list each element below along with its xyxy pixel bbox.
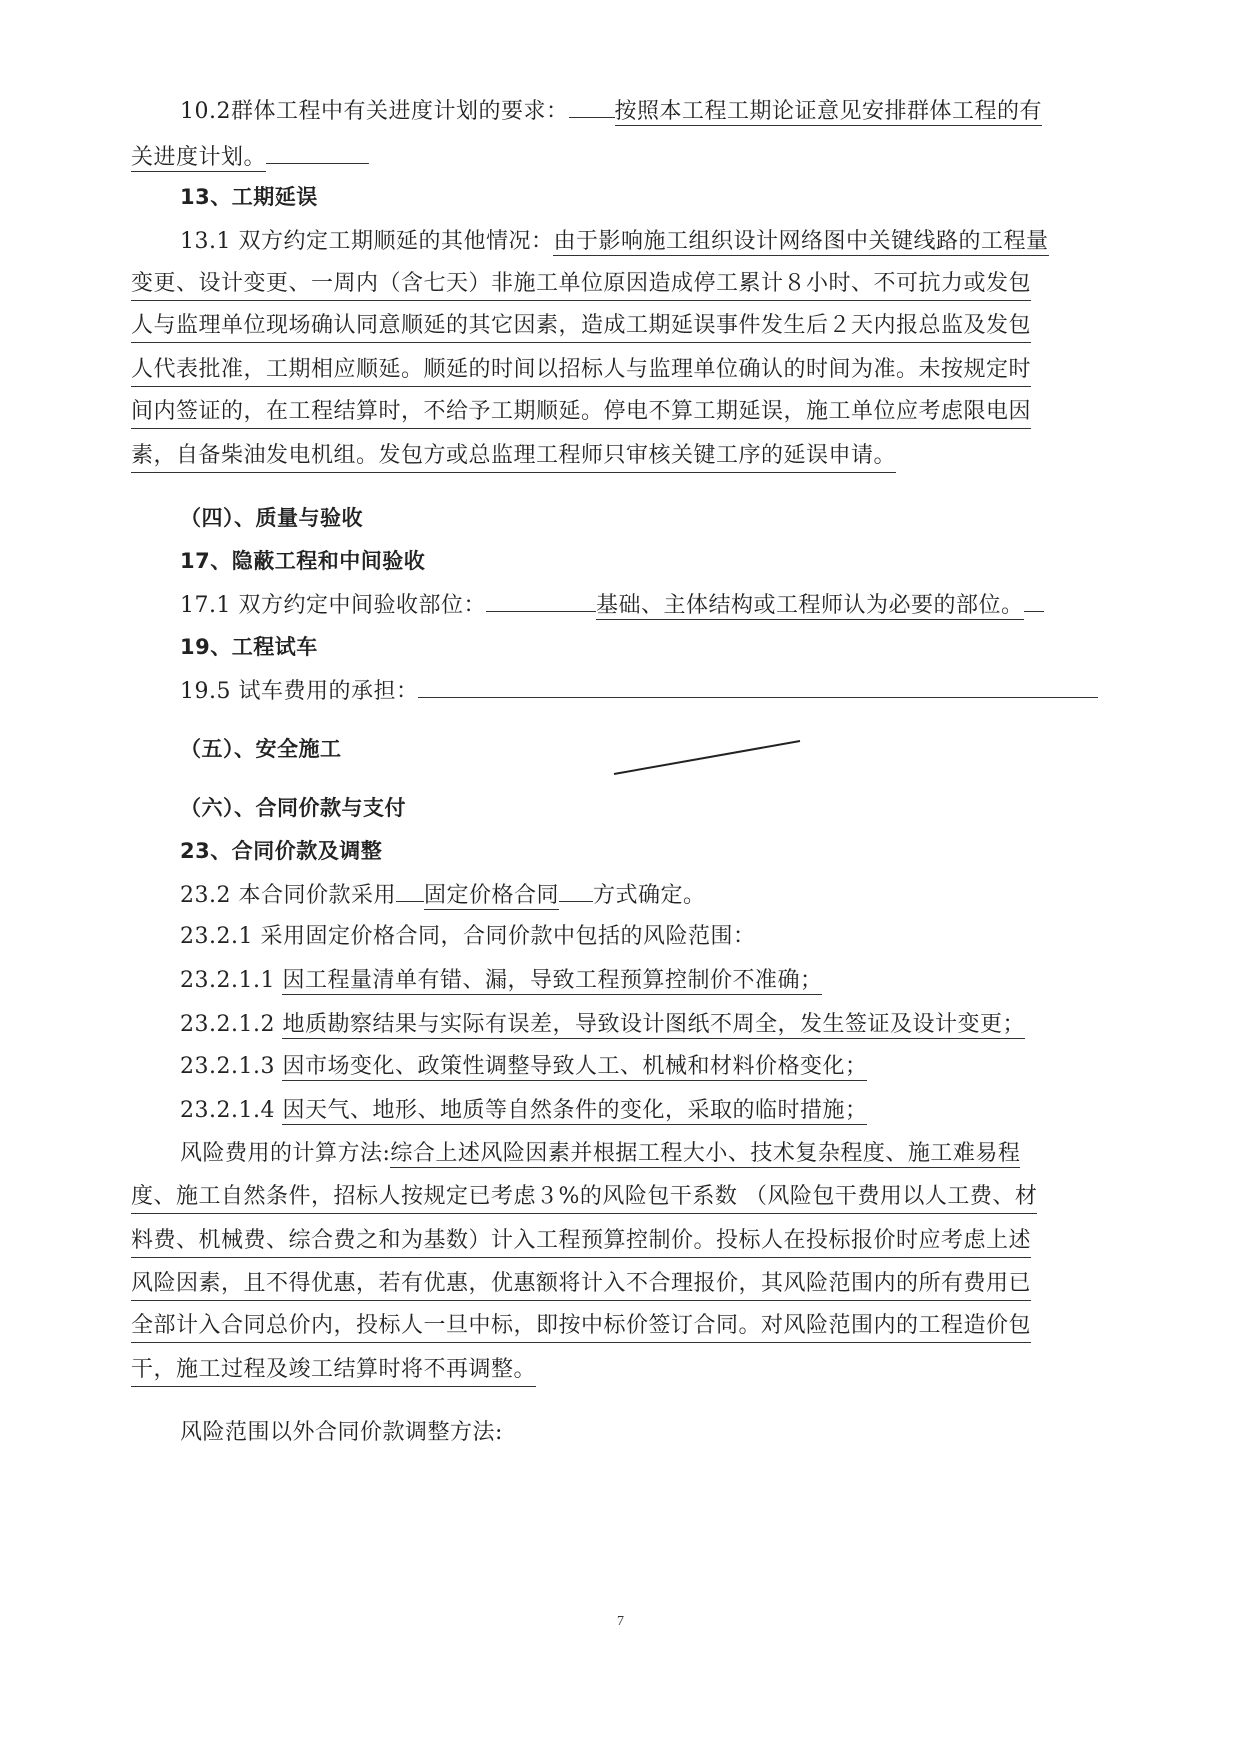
blank-fill [559, 879, 593, 902]
clause-13-1 [180, 227, 1049, 257]
heading-section-5: （五）、安全施工 [180, 737, 342, 761]
risk-item-num: 23.2.1.2 [180, 1012, 283, 1037]
risk-item-4 [180, 1096, 867, 1126]
risk-calc-line-3: 料费、机械费、综合费之和为基数）计入工程预算控制价。投标人在投标报价时应考虑上述 [131, 1226, 1031, 1258]
clause-13-1-line-5: 间内签证的，在工程结算时，不给予工期顺延。停电不算工期延误，施工单位应考虑限电因 [131, 397, 1031, 429]
clause-13-1-line-4: 人代表批准，工期相应顺延。顺延的时间以招标人与监理单位确认的时间为准。未按规定时 [131, 355, 1031, 387]
clause-23-2-value: 固定价格合同 [423, 883, 559, 908]
clause-10-2-cont [131, 141, 369, 173]
clause-13-1-line-2: 变更、设计变更、一周内（含七天）非施工单位原因造成停工累计８小时、不可抗力或发包 [131, 269, 1031, 301]
risk-item-text: 因市场变化、政策性调整导致人工、机械和材料价格变化； [282, 1054, 868, 1079]
clause-10-2 [180, 95, 1042, 127]
clause-23-2 [180, 879, 706, 911]
blank-fill [266, 141, 369, 164]
blank-line [418, 675, 1098, 698]
blank-fill [1024, 589, 1044, 612]
risk-calc [180, 1139, 1020, 1169]
clause-13-1-line-3: 人与监理单位现场确认同意顺延的其它因素，造成工期延误事件发生后２天内报总监及发包 [131, 311, 1031, 343]
clause-10-2-value-b: 关进度计划。 [131, 145, 267, 170]
clause-19-5-label: 19.5 试车费用的承担： [180, 679, 419, 704]
risk-item-num: 23.2.1.4 [180, 1098, 283, 1123]
clause-10-2-label: 10.2群体工程中有关进度计划的要求： [180, 99, 569, 124]
outside-risk-method: 风险范围以外合同价款调整方法: [180, 1420, 503, 1445]
risk-item-2 [180, 1010, 1025, 1040]
clause-19-5 [180, 675, 1098, 707]
blank-fill [569, 95, 615, 118]
risk-item-num: 23.2.1.3 [180, 1054, 283, 1079]
heading-17: 17、隐蔽工程和中间验收 [180, 549, 426, 573]
risk-calc-label: 风险费用的计算方法: [180, 1141, 391, 1166]
heading-13: 13、工期延误 [180, 185, 318, 209]
clause-13-1-line-1: 由于影响施工组织设计网络图中关键线路的工程量 [553, 229, 1049, 254]
clause-23-2-1: 23.2.1 采用固定价格合同，合同价款中包括的风险范围： [180, 924, 756, 949]
clause-17-1-value: 基础、主体结构或工程师认为必要的部位。 [595, 593, 1024, 618]
risk-item-1 [180, 966, 822, 996]
clause-17-1 [180, 589, 1044, 621]
clause-13-1-label: 13.1 双方约定工期顺延的其他情况： [180, 229, 554, 254]
heading-section-4: （四）、质量与验收 [180, 506, 363, 530]
risk-calc-line-4: 风险因素，且不得优惠，若有优惠，优惠额将计入不合理报价，其风险范围内的所有费用已 [131, 1269, 1031, 1301]
risk-item-text: 因工程量清单有错、漏，导致工程预算控制价不准确； [282, 968, 823, 993]
blank-fill [396, 879, 424, 902]
heading-23: 23、合同价款及调整 [180, 839, 383, 863]
risk-calc-line-1: 综合上述风险因素并根据工程大小、技术复杂程度、施工难易程 [390, 1141, 1021, 1166]
risk-calc-line-6: 干，施工过程及竣工结算时将不再调整。 [131, 1355, 536, 1387]
heading-19: 19、工程试车 [180, 635, 318, 659]
clause-23-2-suffix: 方式确定。 [593, 883, 706, 908]
risk-item-3 [180, 1052, 867, 1082]
risk-item-text: 地质勘察结果与实际有误差，导致设计图纸不周全，发生签证及设计变更； [282, 1012, 1025, 1037]
heading-section-6: （六）、合同价款与支付 [180, 796, 406, 820]
diagonal-strike-line [614, 741, 800, 774]
clause-23-2-label: 23.2 本合同价款采用 [180, 883, 396, 908]
clause-10-2-value-a: 按照本工程工期论证意见安排群体工程的有 [614, 99, 1043, 124]
risk-item-text: 因天气、地形、地质等自然条件的变化，采取的临时措施； [282, 1098, 868, 1123]
blank-fill [486, 589, 596, 612]
clause-17-1-label: 17.1 双方约定中间验收部位： [180, 593, 486, 618]
page-number: 7 [617, 1614, 624, 1629]
risk-calc-line-2: 度、施工自然条件，招标人按规定已考虑３%的风险包干系数 （风险包干费用以人工费、材 [131, 1182, 1037, 1214]
clause-13-1-line-6: 素，自备柴油发电机组。发包方或总监理工程师只审核关键工序的延误申请。 [131, 441, 896, 473]
risk-item-num: 23.2.1.1 [180, 968, 283, 993]
risk-calc-line-5: 全部计入合同总价内，投标人一旦中标，即按中标价签订合同。对风险范围内的工程造价包 [131, 1311, 1031, 1343]
